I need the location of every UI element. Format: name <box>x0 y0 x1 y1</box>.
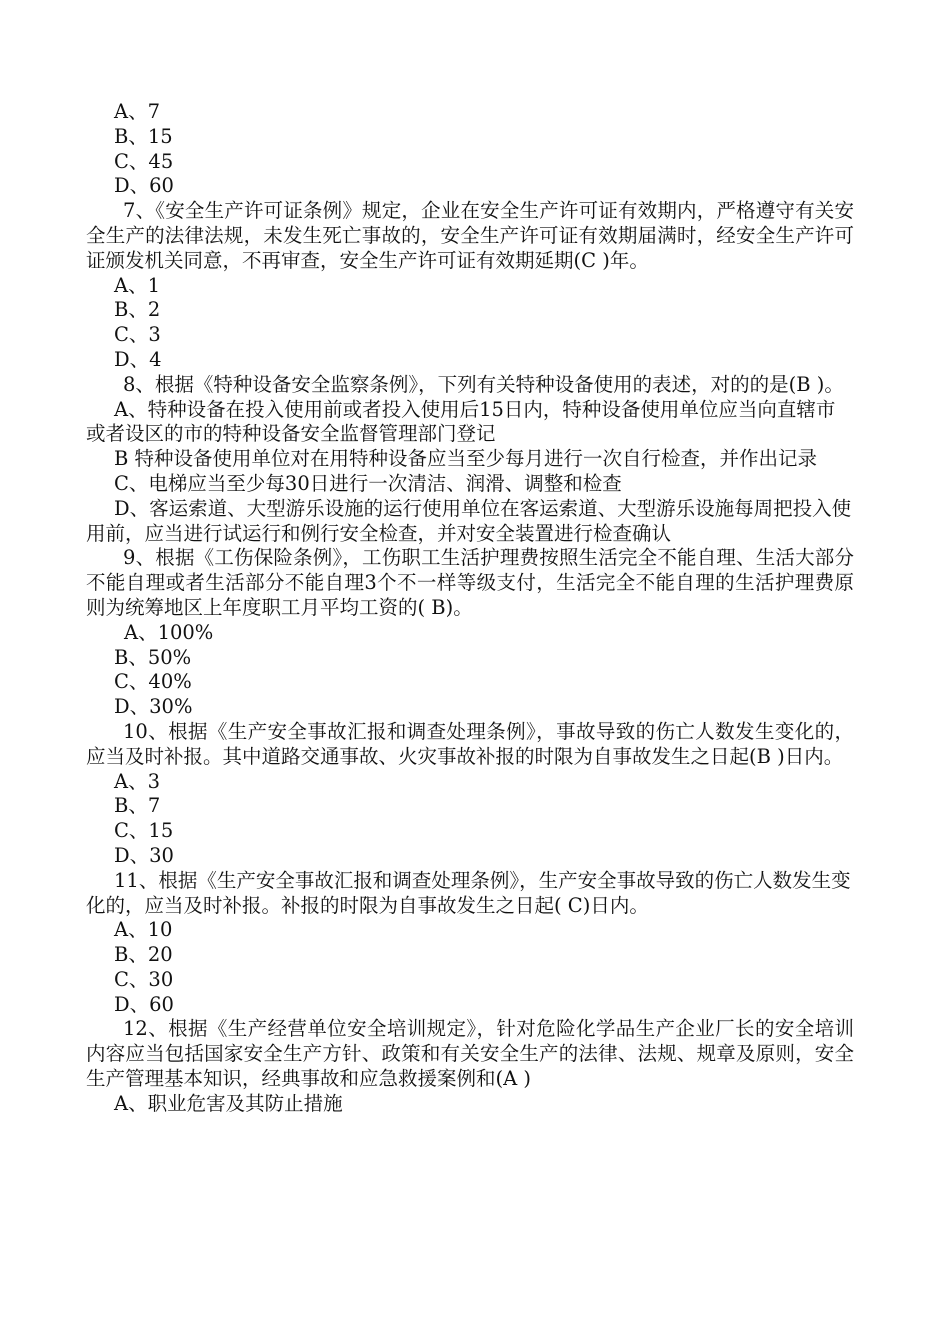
answer-option: C、45 <box>114 149 174 173</box>
paragraph-text: A、特种设备在投入使用前或者投入使用后15日内，特种设备使用单位应当向直辖市或者设区的市的特种设备安全监督管理部门登记 <box>86 397 836 446</box>
question-text: 9、根据《工伤保险条例》，工伤职工生活护理费按照生活完全不能自理、生活大部分不能自理或者生活部分不能自理3个不一样等级支付，生活完全不能自理的生活护理费原则为统筹地区上年度职工月平均工资的( B)。 <box>86 546 854 619</box>
question-text: 10、根据《生产安全事故汇报和调查处理条例》，事故导致的伤亡人数发生变化的，应当及时补报。其中道路交通事故、火灾事故补报的时限为自事故发生之日起(B )日内。 <box>86 719 854 768</box>
question-text: 7、《安全生产许可证条例》规定，企业在安全生产许可证有效期内，严格遵守有关安全生产的法律法规，未发生死亡事故的，安全生产许可证有效期届满时，经安全生产许可证颁发机关同意，不再审查，安全生产许可证有效期延期(C )年。 <box>86 199 854 272</box>
answer-option: D、30% <box>114 695 193 719</box>
answer-option: C、15 <box>114 819 174 843</box>
answer-option: A、3 <box>114 769 160 793</box>
answer-option: D、60 <box>114 174 174 198</box>
answer-option: C、3 <box>114 323 161 347</box>
answer-option: D、4 <box>114 347 162 371</box>
question-text: 8、根据《特种设备安全监察条例》，下列有关特种设备使用的表述，对的的是(B )。 <box>123 372 844 396</box>
paragraph-text: 11、根据《生产安全事故汇报和调查处理条例》，生产安全事故导致的伤亡人数发生变化的，应当及时补报。补报的时限为自事故发生之日起( C)日内。 <box>86 868 851 917</box>
answer-option: C、30 <box>114 967 174 991</box>
answer-option: A、10 <box>114 918 173 942</box>
answer-option: B、50% <box>114 645 192 669</box>
answer-option: B、2 <box>114 298 161 322</box>
answer-option: B、20 <box>114 943 173 967</box>
answer-option: C、40% <box>114 670 192 694</box>
paragraph-text: D、客运索道、大型游乐设施的运行使用单位在客运索道、大型游乐设施每周把投入使用前，应当进行试运行和例行安全检查，并对安全装置进行检查确认 <box>86 496 852 545</box>
paragraph-text: A、职业危害及其防止措施 <box>114 1091 343 1115</box>
answer-option: B、15 <box>114 124 173 148</box>
answer-option: B、7 <box>114 794 161 818</box>
question-text: 12、根据《生产经营单位安全培训规定》，针对危险化学品生产企业厂长的安全培训内容应当包括国家安全生产方针、政策和有关安全生产的法律、法规、规章及原则，安全生产管理基本知识，经典事故和应急救援案例和(A ) <box>86 1017 854 1091</box>
answer-option: D、60 <box>114 992 174 1016</box>
answer-option: A、7 <box>114 100 160 123</box>
paragraph-text: C、电梯应当至少每30日进行一次清洁、润滑、调整和检查 <box>114 471 622 495</box>
paragraph-text: B 特种设备使用单位对在用特种设备应当至少每月进行一次自行检查，并作出记录 <box>114 447 818 471</box>
answer-option: D、30 <box>114 843 174 867</box>
answer-option: A、100% <box>124 620 214 644</box>
answer-option: A、1 <box>114 273 160 297</box>
document-body <box>86 100 854 1117</box>
